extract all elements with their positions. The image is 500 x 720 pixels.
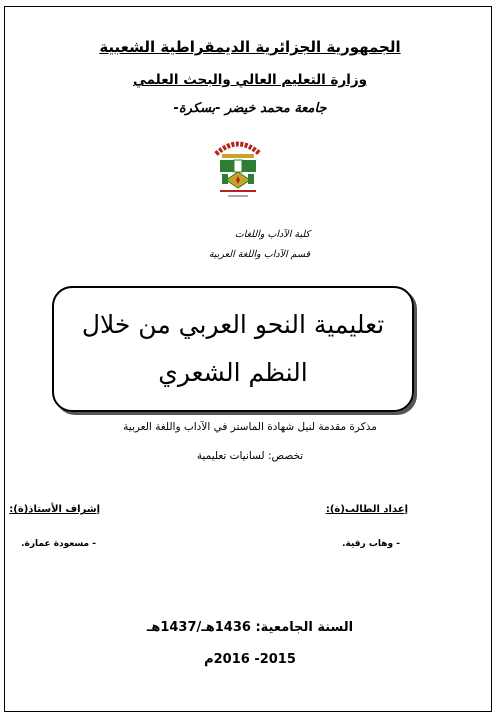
university-heading: جامعة محمد خيضر -بسكرة- (173, 101, 327, 116)
student-name: - وهاب رقية. (342, 539, 400, 549)
ministry-heading: وزارة التعليم العالي والبحث العلمي (132, 72, 368, 88)
title-box (52, 286, 414, 412)
memo-description: مذكرة مقدمة لنيل شهادة الماستر في الآداب واللغة العربية (123, 421, 377, 433)
students-label: إعداد الطالب(ة): (325, 504, 408, 515)
academic-year-hijri: السنة الجامعية: 1436هـ/1437هـ (146, 620, 354, 635)
supervisor-name: - مسعودة عمارة. (21, 539, 96, 549)
academic-year-gregorian: 2015- 2016م (204, 652, 296, 667)
republic-heading: الجمهورية الجزائرية الديمقراطية الشعبية (99, 38, 401, 56)
specialization: تخصص: لسانيات تعليمية (196, 450, 304, 462)
supervisor-label: إشراف الأستاذ(ة): (9, 504, 100, 515)
faculty-name: كلية الآداب واللغات (234, 229, 310, 240)
university-emblem-icon (202, 136, 274, 202)
department-name: قسم الآداب واللغة العربية (208, 249, 310, 260)
thesis-title-line1: تعليمية النحو العربي من خلال (81, 310, 385, 339)
thesis-title-line2: النظم الشعري (158, 358, 308, 387)
